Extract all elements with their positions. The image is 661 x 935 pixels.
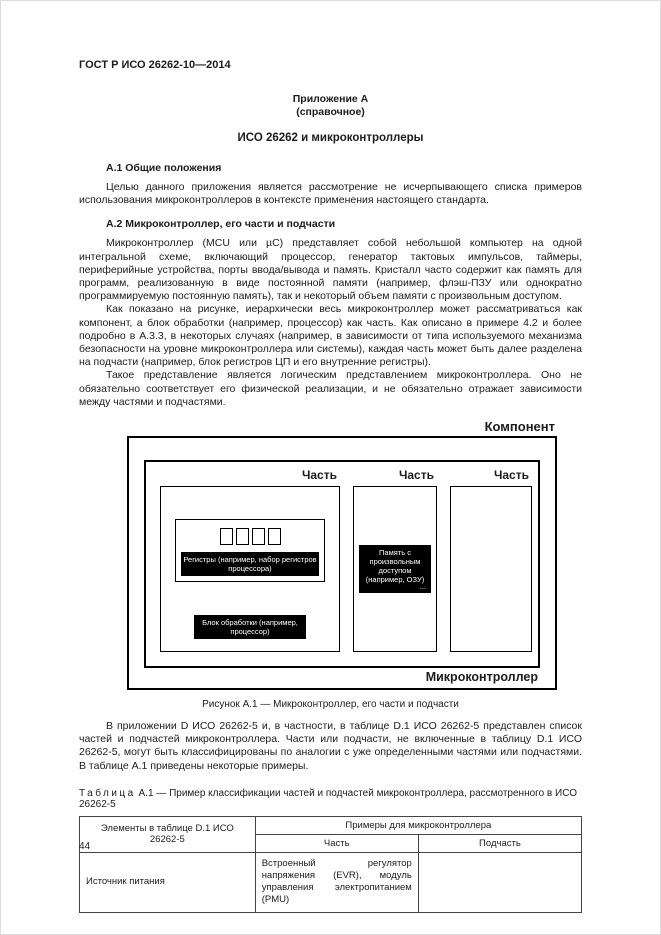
section-a2-heading: А.2 Микроконтроллер, его части и подчасти xyxy=(106,218,336,231)
section-a1-heading: А.1 Общие положения xyxy=(106,162,222,174)
parts-row xyxy=(160,464,529,666)
table-title xyxy=(79,788,582,810)
document-header: ГОСТ Р ИСО 26262-10—2014 xyxy=(79,59,231,71)
part-label-2: Часть xyxy=(398,468,434,483)
component-label: Компонент xyxy=(484,419,555,435)
part-column-1 xyxy=(160,464,340,666)
register-cell xyxy=(268,528,281,545)
section-a2-paragraph-1: Микроконтроллер (MCU или µС) представляет собой небольшой компьютер на одной интегральной схеме, включающий процессор, генератор тактовых импульсов, таймеры, периферийные устройства, порты ввода/вывода и память. Кристалл часто содержит как память для программ, реализованную в виде постоянной памяти (например, флэш-ПЗУ или однократно программируемую постоянную память), так и некоторый объем памяти с произвольным доступом. xyxy=(79,237,582,303)
register-cells xyxy=(220,528,281,545)
table-cell-subpart xyxy=(418,852,581,912)
table-title-number: А.1 xyxy=(138,787,154,799)
register-cell xyxy=(236,528,249,545)
table-a1 xyxy=(79,816,582,913)
figure-caption: Рисунок А.1 — Микроконтроллер, его части и подчасти xyxy=(202,699,459,711)
annex-label: Приложение А xyxy=(292,93,369,105)
part-box-memory xyxy=(353,486,437,652)
table-cell-part: Встроенный регулятор напряжения (EVR), модуль управления электропитанием (PMU) xyxy=(255,852,418,912)
memory-ellipsis: ... xyxy=(419,582,426,592)
section-a2-paragraph-2: Как показано на рисунке, иерархически весь микроконтроллер может рассматриваться как компонент, а блок обработки (например, процессор) как часть. Как описано в примере 4.2 и более подробно в А.3.3, в некоторых случаях (например, в зависимости от типа используемого механизма безопасности на уровне микроконтроллера или системы), каждая часть может быть далее разделена на подчасти (например, блок регистров ЦП и его внутренние регистры). xyxy=(79,303,582,369)
table-cell-element: Источник питания xyxy=(80,852,256,912)
annex-title: ИСО 26262 и микроконтроллеры xyxy=(237,132,424,144)
part-box-processing xyxy=(160,486,340,652)
registers-box xyxy=(175,519,325,582)
microcontroller-box xyxy=(144,460,540,668)
registers-bar: Регистры (например, набор регистров процессора) xyxy=(181,552,319,576)
part-label-3: Часть xyxy=(493,468,529,483)
table-subheader-part: Часть xyxy=(255,834,418,852)
table-title-text: — Пример классификации частей и подчастей микроконтроллера, рассмотренного в ИСО 26262-5 xyxy=(79,787,577,810)
part-column-3 xyxy=(450,464,532,666)
memory-label: Память с произвольным доступом (например, ОЗУ) xyxy=(365,548,425,585)
table-header-row-1 xyxy=(80,816,582,834)
section-a1-paragraph: Целью данного приложения является рассмотрение не исчерпывающего списка примеров использования микроконтроллеров в контексте применения настоящего стандарта. xyxy=(79,181,582,207)
after-figure-paragraph: В приложении D ИСО 26262-5 и, в частности, в таблице D.1 ИСО 26262-5 представлен список частей и подчастей микроконтроллера. Части или подчасти, не включенные в таблицу D.1 ИСО 26262-5, могут быть классифицированы по аналогии с уже определенными частями или подчастями. В таблице А.1 приведены некоторые примеры. xyxy=(79,720,582,772)
part-column-2 xyxy=(353,464,437,666)
table-row xyxy=(80,852,582,912)
table-subheader-subpart: Подчасть xyxy=(418,834,581,852)
memory-bar xyxy=(359,545,431,593)
part-box-empty xyxy=(450,486,532,652)
table-col1-header: Элементы в таблице D.1 ИСО 26262-5 xyxy=(80,816,256,852)
annex-type: (справочное) xyxy=(296,106,365,118)
processing-unit-bar: Блок обработки (например, процессор) xyxy=(194,615,306,639)
microcontroller-label: Микроконтроллер xyxy=(425,670,538,685)
part-label-1: Часть xyxy=(301,468,337,483)
table-title-label: Таблица xyxy=(79,787,136,799)
register-cell xyxy=(220,528,233,545)
table-group-header: Примеры для микроконтроллера xyxy=(255,816,581,834)
register-cell xyxy=(252,528,265,545)
figure-a1 xyxy=(127,419,557,690)
page-number: 44 xyxy=(79,841,91,852)
section-a2-paragraph-3: Такое представление является логическим представлением микроконтроллера. Оно не обязательно соответствует его физической реализации, и не обязательно отражает зависимости между частями и подчастями. xyxy=(79,369,582,408)
component-box xyxy=(127,436,557,690)
